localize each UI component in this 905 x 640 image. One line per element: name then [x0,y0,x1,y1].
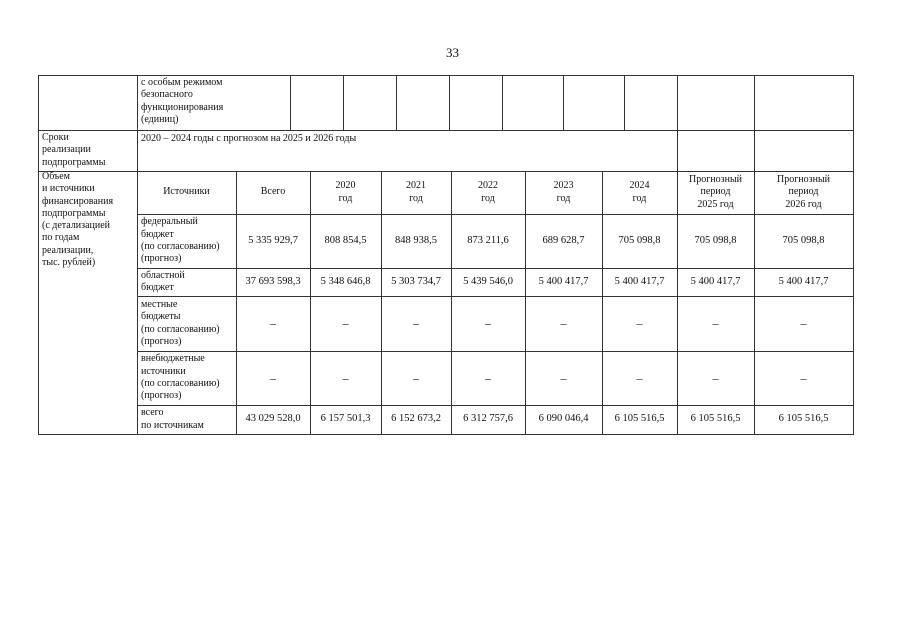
table-cell: 6 152 673,2 [391,413,441,425]
col-line [396,75,397,130]
table-cell: – [636,316,643,331]
top-row-label: с особым режимом безопасного функционирования (единиц) [141,77,224,125]
column-header: Всего [260,186,286,198]
table-cell: – [270,316,276,331]
table-cell: – [342,316,349,331]
source-label: федеральный бюджет (по согласованию) (прогноз) [141,216,220,265]
table-cell: 6 105 516,5 [778,413,829,425]
table-cell: 848 938,5 [395,234,437,246]
table-cell: – [413,316,419,331]
column-header: 2020 год [335,180,356,204]
table-cell: 6 090 046,4 [538,413,589,425]
source-label: областной бюджет [141,269,185,293]
table-cell: – [636,370,643,385]
table-cell: – [800,316,807,331]
source-label: всего по источникам [141,407,204,431]
col-line [343,75,344,130]
col-line [502,75,503,130]
table-cell: – [712,316,719,331]
table-cell: 6 157 501,3 [320,413,371,425]
table-cell: 5 400 417,7 [690,275,741,287]
table-cell: – [800,370,807,385]
column-header: Прогнозный период 2025 год [688,174,743,210]
table-cell: 689 628,7 [542,234,585,246]
table-cell: 5 400 417,7 [778,275,829,287]
col-line [677,130,678,171]
column-header: 2021 год [406,180,426,204]
funding-label: Объем и источники финансирования подпрограммы (с детализацией по годам реализации, тыс. рублей) [42,171,114,269]
column-header: 2024 год [629,180,650,204]
period-text: 2020 – 2024 годы с прогнозом на 2025 и 2026 годы [141,133,357,144]
column-header: Источники [163,186,210,198]
table-cell: – [560,370,567,385]
column-header: 2022 год [478,180,498,204]
passport-table [38,75,853,434]
table-cell: – [485,316,491,331]
table-cell: 6 312 757,6 [463,413,513,425]
column-header: 2023 год [553,180,574,204]
table-border-right [853,75,854,434]
table-cell: 705 098,8 [694,234,737,246]
col-line [677,75,678,130]
table-cell: 873 211,6 [467,234,509,246]
col-line [449,75,450,130]
table-cell: 37 693 598,3 [245,275,301,287]
col-line [624,75,625,130]
source-label: внебюджетные источники (по согласованию) (прогноз) [141,353,220,402]
table-cell: 5 400 417,7 [538,275,589,287]
period-label: Сроки реализации подпрограммы [42,132,106,168]
table-cell: – [485,370,491,385]
table-cell: 5 348 646,8 [320,275,371,287]
table-cell: 705 098,8 [782,234,825,246]
table-cell: – [270,370,276,385]
col-line [563,75,564,130]
source-label: местные бюджеты (по согласованию) (прогноз) [141,298,220,347]
table-cell: – [712,370,719,385]
table-cell: 5 303 734,7 [391,275,441,287]
table-cell: 43 029 528,0 [245,413,301,425]
table-cell: 5 439 546,0 [463,275,513,287]
table-cell: – [560,316,567,331]
table-cell: – [342,370,349,385]
page-number: 33 [446,45,459,60]
table-cell: 705 098,8 [618,234,661,246]
table-cell: – [413,370,419,385]
col-line [290,75,291,130]
table-cell: 6 105 516,5 [614,413,665,425]
table-cell: 6 105 516,5 [690,413,741,425]
table-cell: 5 400 417,7 [614,275,665,287]
table-cell: 808 854,5 [324,234,367,246]
column-header: Прогнозный период 2026 год [776,174,831,210]
col-line [754,75,755,130]
table-border-bottom [38,434,854,435]
table-cell: 5 335 929,7 [248,234,298,246]
col-line [754,130,755,171]
